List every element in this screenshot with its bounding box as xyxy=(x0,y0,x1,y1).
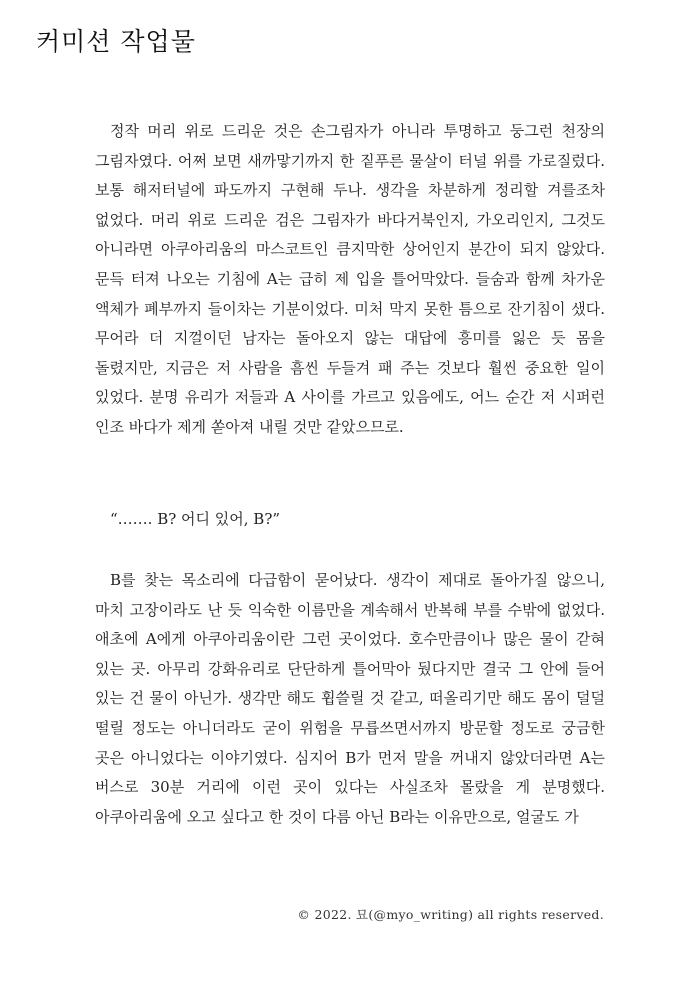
copyright-notice: © 2022. 묘(@myo_writing) all rights reserved. xyxy=(297,907,604,922)
page-title: 커미션 작업물 xyxy=(36,27,196,56)
paragraph-first: 정작 머리 위로 드리운 것은 손그림자가 아니라 투명하고 둥그런 천장의 그림자였다. 어쩌 보면 새까맣기까지 한 짙푸른 물살이 터널 위를 가로질렀다. 보통 해저터널에 파도까지 구현해 두나. 생각을 차분하게 정리할 겨를조차 없었다. 머리 위로 드리운 검은 그림자가 바다거북인지, 가오리인지, 그것도 아니라면 아쿠아리움의 마스코트인 큼지막한 상어인지 분간이 되지 않았다. 문득 터져 나오는 기침에 A는 급히 제 입을 틀어막았다. 들숨과 함께 차가운 액체가 폐부까지 들이차는 기분이었다. 미처 막지 못한 틈으로 잔기침이 샜다. 무어라 더 지껄이던 남자는 돌아오지 않는 대답에 흥미를 잃은 듯 몸을 돌렸지만, 지금은 저 사람을 흠씬 두들겨 패 주는 것보다 훨씬 중요한 일이 있었다. 분명 유리가 저들과 A 사이를 가르고 있음에도, 어느 순간 저 시퍼런 인조 바다가 제게 쏟아져 내릴 것만 같았으므로. xyxy=(95,122,605,436)
dialogue-line: “……. B? 어디 있어, B?” xyxy=(110,510,281,528)
paragraph-second: B를 찾는 목소리에 다급함이 묻어났다. 생각이 제대로 돌아가질 않으니, 마치 고장이라도 난 듯 익숙한 이름만을 계속해서 반복해 부를 수밖에 없었다. 애초에 A에게 아쿠아리움이란 그런 곳이었다. 호수만큼이나 많은 물이 갇혀 있는 곳. 아무리 강화유리로 단단하게 틀어막아 뒀다지만 결국 그 안에 들어 있는 건 물이 아닌가. 생각만 해도 휩쓸릴 것 같고, 떠올리기만 해도 몸이 덜덜 떨릴 정도는 아니더라도 굳이 위험을 무릅쓰면서까지 방문할 정도로 궁금한 곳은 아니었다는 이야기였다. 심지어 B가 먼저 말을 꺼내지 않았더라면 A는 버스로 30분 거리에 이런 곳이 있다는 사실조차 몰랐을 게 분명했다. 아쿠아리움에 오고 싶다고 한 것이 다름 아닌 B라는 이유만으로, 얼굴도 가 xyxy=(95,571,605,826)
